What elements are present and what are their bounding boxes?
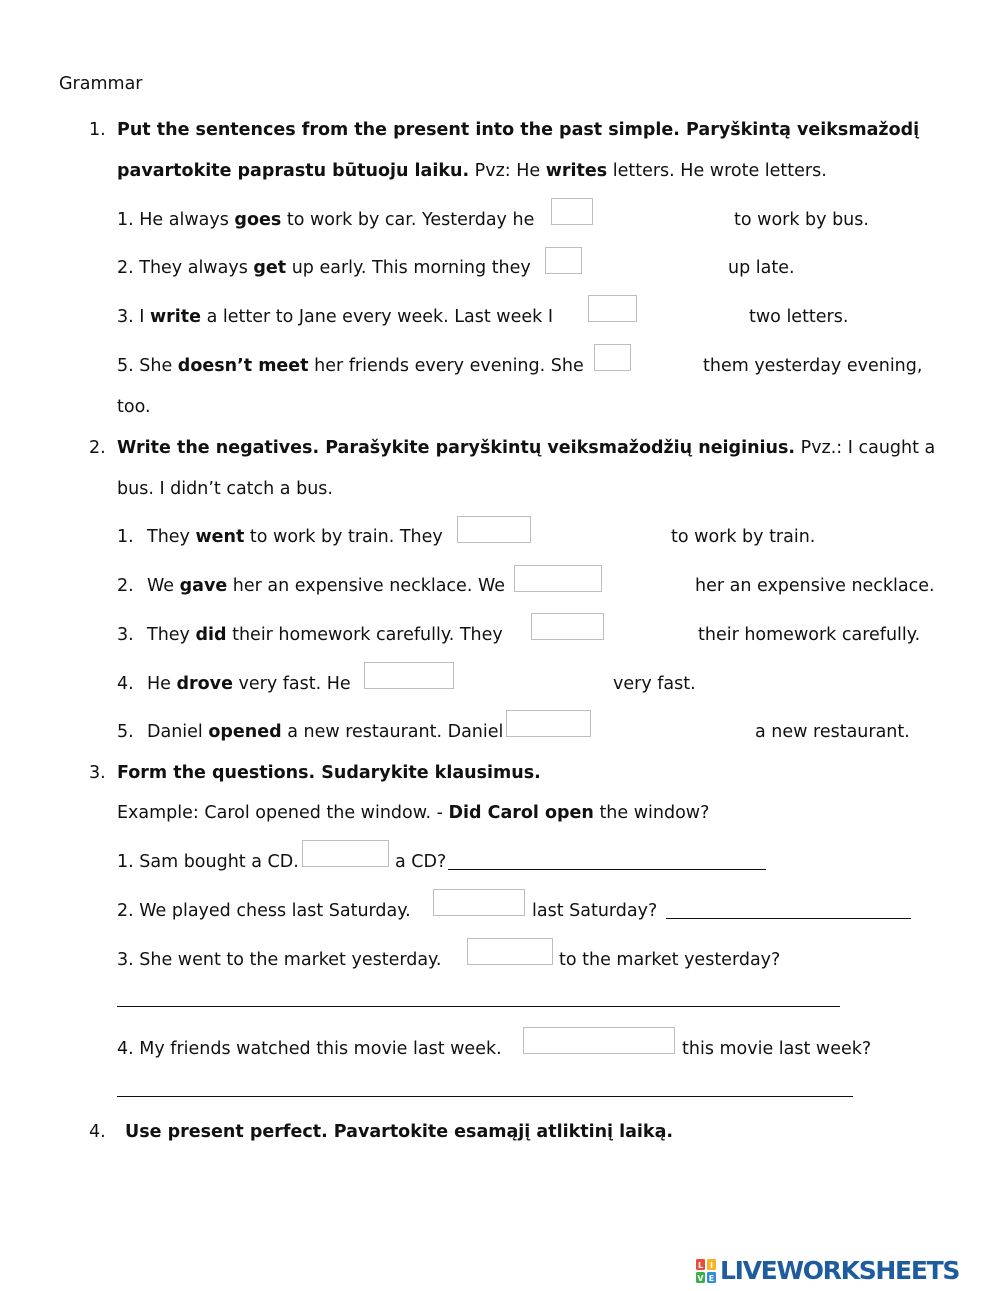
- s1-item-2-text: [117, 256, 531, 280]
- s2-item-1-after: to work by train.: [671, 527, 816, 547]
- s2-item-2-pre: We: [147, 576, 180, 596]
- s2-item-5-after: a new restaurant.: [755, 722, 910, 742]
- s2-item-5-verb: opened: [208, 722, 282, 742]
- section-3-instruction-bold: Form the questions. Sudarykite klausimus.: [117, 763, 541, 783]
- s1-item-4-after: them yesterday evening,: [703, 356, 923, 376]
- s2-item-3-answer-input[interactable]: [531, 613, 604, 640]
- s1-item-1-pre: 1. He always: [117, 210, 235, 230]
- s1-item-2-answer-input[interactable]: [545, 247, 582, 274]
- section-1-instruction-bold: Put the sentences from the present into the past simple. Paryškintą veiksmažodį: [117, 120, 920, 140]
- section-1-example-bold: writes: [545, 161, 608, 181]
- s1-item-4-text: [117, 354, 584, 378]
- s3-item-4-answer-input[interactable]: [523, 1027, 675, 1054]
- section-2-example-2: bus. I didn’t catch a bus.: [117, 479, 333, 499]
- s1-item-1-text: [117, 208, 534, 232]
- section-2-instruction-bold: Write the negatives. Parašykite paryškintų veiksmažodžių neiginius.: [117, 438, 796, 458]
- svg-text:V: V: [697, 1274, 704, 1283]
- s1-item-4-mid: her friends every evening. She: [308, 356, 584, 376]
- s1-item-2-verb: get: [253, 258, 287, 278]
- s2-item-5-text: [147, 720, 503, 744]
- section-4-instruction-bold: Use present perfect. Pavartokite esamąjį atliktinį laiką.: [125, 1122, 674, 1142]
- section-3-instruction: [117, 761, 541, 785]
- s2-item-4-text: [147, 672, 351, 696]
- s2-item-3-after: their homework carefully.: [698, 625, 921, 645]
- section-2-example-1: Pvz.: I caught a: [795, 438, 936, 458]
- s2-item-1-answer-input[interactable]: [457, 516, 531, 543]
- section-1-number: 1.: [89, 120, 106, 140]
- section-2-instruction: [117, 436, 935, 460]
- s1-item-2-pre: 2. They always: [117, 258, 254, 278]
- s2-item-1-pre: They: [147, 527, 196, 547]
- s3-item-3-text: 3. She went to the market yesterday.: [117, 950, 442, 970]
- s2-item-5-mid: a new restaurant. Daniel: [281, 722, 504, 742]
- s2-item-1-verb: went: [195, 527, 245, 547]
- s3-item-3-write-line: [117, 1006, 840, 1007]
- s3-item-4-after: this movie last week?: [682, 1039, 872, 1059]
- logo-text: LIVEWORKSHEETS: [720, 1256, 960, 1285]
- section-4-number: 4.: [89, 1122, 106, 1142]
- section-3-example: [117, 801, 709, 825]
- s1-item-3-text: [117, 305, 553, 329]
- svg-text:I: I: [710, 1261, 713, 1270]
- s1-item-2-mid: up early. This morning they: [286, 258, 531, 278]
- s2-item-1-mid: to work by train. They: [244, 527, 443, 547]
- section-1-example-pre: Pvz: He: [469, 161, 546, 181]
- s2-item-4-num: 4.: [117, 674, 134, 694]
- s2-item-2-answer-input[interactable]: [514, 565, 602, 592]
- section-3-example-bold: Did Carol open: [448, 803, 594, 823]
- s2-item-3-num: 3.: [117, 625, 134, 645]
- svg-text:L: L: [697, 1261, 704, 1270]
- s2-item-1-text: [147, 525, 443, 549]
- svg-text:E: E: [708, 1274, 715, 1283]
- section-1-instruction-bold-2: pavartokite paprastu būtuoju laiku.: [117, 161, 470, 181]
- liveworksheets-logo: [696, 1256, 992, 1286]
- s2-item-4-after: very fast.: [613, 674, 696, 694]
- s1-item-1-after: to work by bus.: [734, 210, 869, 230]
- s3-item-1-text: 1. Sam bought a CD.: [117, 852, 299, 872]
- s2-item-4-mid: very fast. He: [232, 674, 351, 694]
- s1-item-3-mid: a letter to Jane every week. Last week I: [201, 307, 554, 327]
- s2-item-3-text: [147, 623, 503, 647]
- section-1-instruction: [117, 118, 919, 142]
- s1-item-4-pre: 5. She: [117, 356, 178, 376]
- s2-item-2-text: [147, 574, 505, 598]
- s1-item-3-after: two letters.: [749, 307, 849, 327]
- s2-item-2-num: 2.: [117, 576, 134, 596]
- s3-item-1-after: a CD?: [395, 852, 447, 872]
- s2-item-3-pre: They: [147, 625, 196, 645]
- s3-item-2-after: last Saturday?: [532, 901, 658, 921]
- s2-item-1-num: 1.: [117, 527, 134, 547]
- s1-item-4-wrap: too.: [117, 397, 151, 417]
- s2-item-4-verb: drove: [176, 674, 233, 694]
- section-3-number: 3.: [89, 763, 106, 783]
- s2-item-5-num: 5.: [117, 722, 134, 742]
- s2-item-3-verb: did: [195, 625, 227, 645]
- s1-item-4-answer-input[interactable]: [594, 344, 631, 371]
- s3-item-1-write-line: [448, 869, 766, 870]
- worksheet-title: Grammar: [59, 74, 143, 94]
- s1-item-1-mid: to work by car. Yesterday he: [281, 210, 535, 230]
- s1-item-3-pre: 3. I: [117, 307, 150, 327]
- section-4-instruction: [125, 1120, 673, 1144]
- s3-item-2-text: 2. We played chess last Saturday.: [117, 901, 411, 921]
- s1-item-2-after: up late.: [728, 258, 795, 278]
- section-3-example-post: the window?: [593, 803, 710, 823]
- s3-item-2-answer-input[interactable]: [433, 889, 525, 916]
- section-2-number: 2.: [89, 438, 106, 458]
- s1-item-3-answer-input[interactable]: [588, 295, 637, 322]
- s1-item-1-verb: goes: [234, 210, 282, 230]
- s3-item-1-answer-input[interactable]: [302, 840, 389, 867]
- s2-item-2-after: her an expensive necklace.: [695, 576, 935, 596]
- section-1-example-post: letters. He wrote letters.: [607, 161, 827, 181]
- s3-item-4-text: 4. My friends watched this movie last week.: [117, 1039, 502, 1059]
- s1-item-4-verb: doesn’t meet: [177, 356, 309, 376]
- s3-item-3-after: to the market yesterday?: [559, 950, 781, 970]
- s2-item-5-answer-input[interactable]: [506, 710, 591, 737]
- s2-item-4-pre: He: [147, 674, 177, 694]
- s1-item-1-answer-input[interactable]: [551, 198, 593, 225]
- section-3-example-pre: Example: Carol opened the window. -: [117, 803, 449, 823]
- section-1-instruction-line2: [117, 159, 827, 183]
- s2-item-3-mid: their homework carefully. They: [226, 625, 503, 645]
- s2-item-2-verb: gave: [179, 576, 228, 596]
- s1-item-3-verb: write: [149, 307, 202, 327]
- s3-item-3-answer-input[interactable]: [467, 938, 553, 965]
- logo-cubes-icon: [696, 1259, 716, 1283]
- s2-item-4-answer-input[interactable]: [364, 662, 454, 689]
- s2-item-5-pre: Daniel: [147, 722, 209, 742]
- s2-item-2-mid: her an expensive necklace. We: [227, 576, 505, 596]
- s3-item-2-write-line: [666, 918, 911, 919]
- s3-item-4-write-line: [117, 1096, 853, 1097]
